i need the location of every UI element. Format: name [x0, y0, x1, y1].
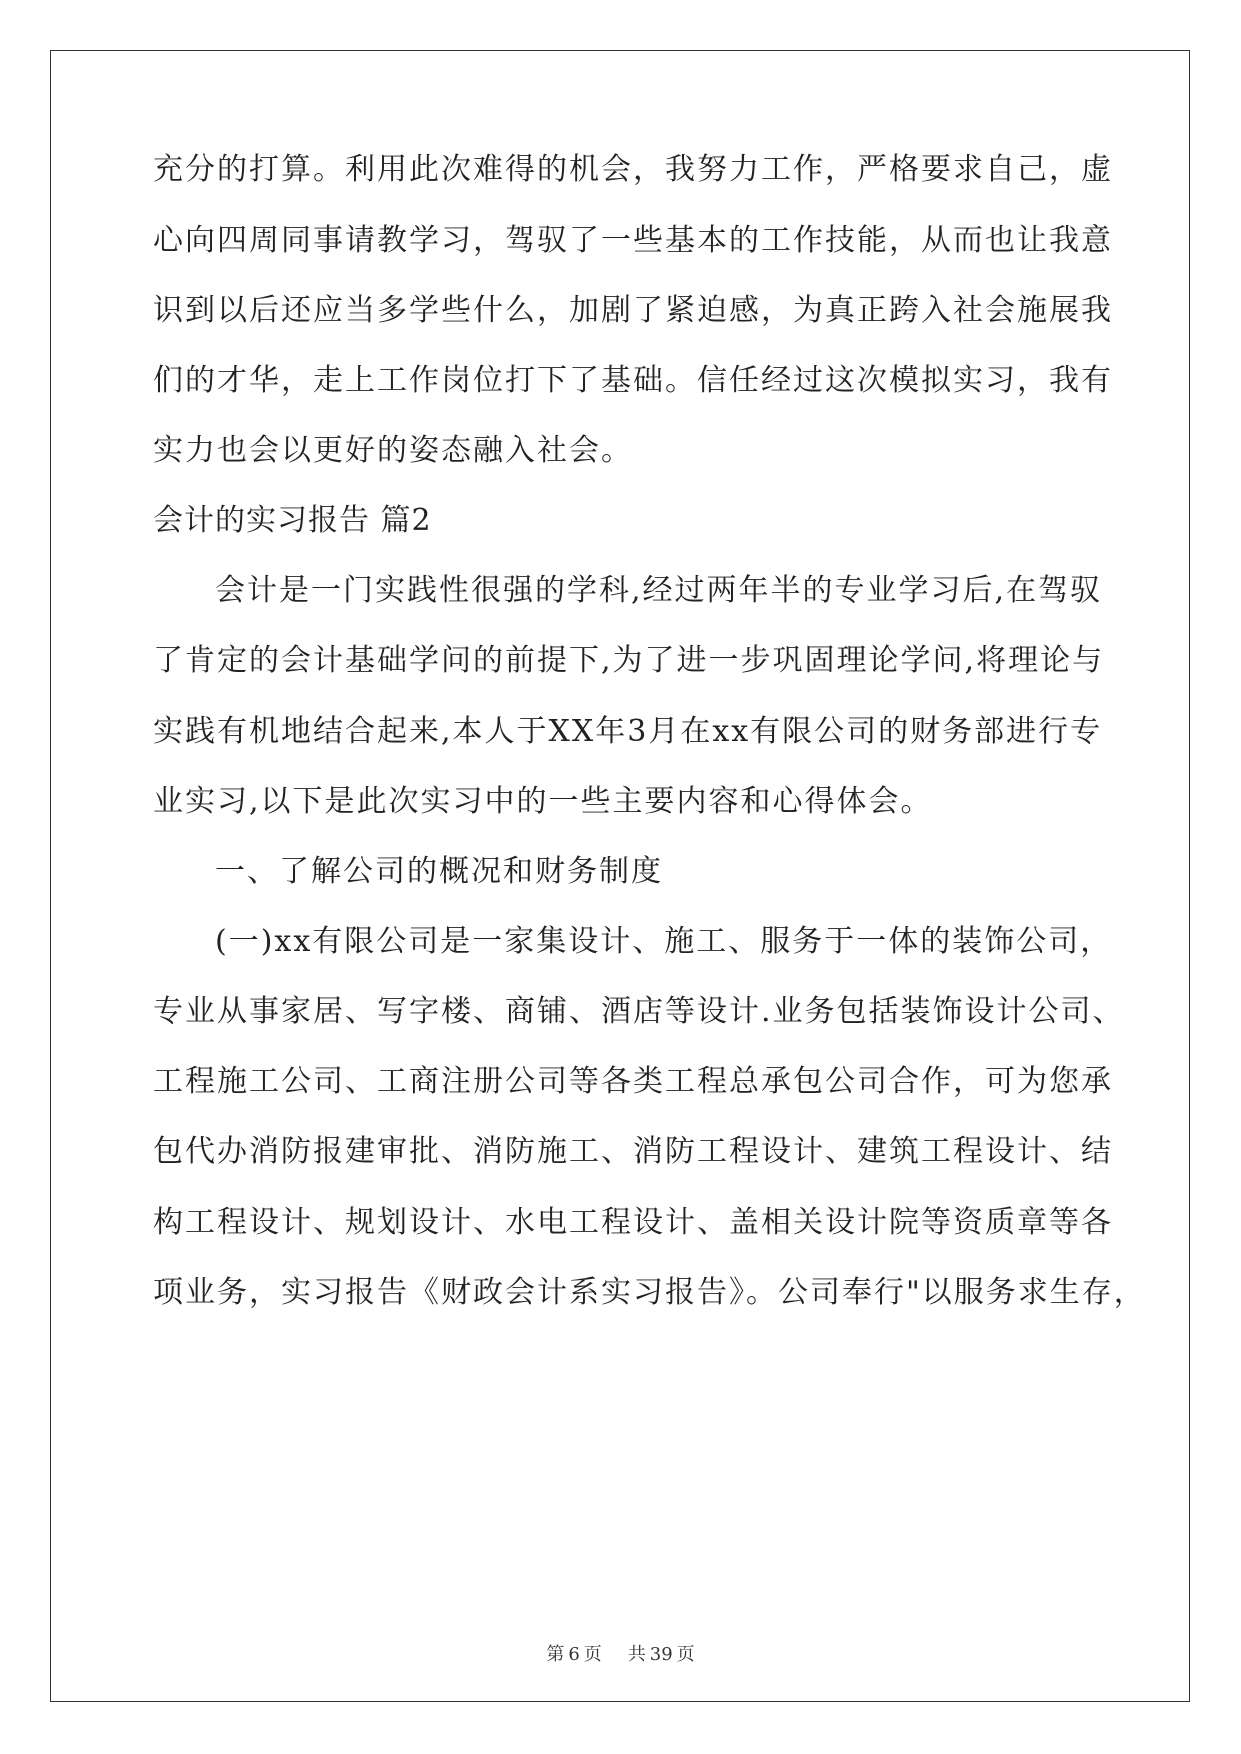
section-heading: 会计的实习报告 篇2: [153, 503, 432, 538]
page-current: 6: [568, 1644, 580, 1665]
paragraph-line: (一)xx有限公司是一家集设计、施工、服务于一体的装饰公司，: [215, 924, 1113, 959]
paragraph-line: 充分的打算。利用此次难得的机会，我努力工作，严格要求自己，虚: [153, 152, 1113, 187]
paragraph-line: 构工程设计、规划设计、水电工程设计、盖相关设计院等资质章等各: [153, 1205, 1113, 1240]
total-label-suffix: 页: [676, 1644, 695, 1665]
paragraph-line: 会计是一门实践性很强的学科,经过两年半的专业学习后,在驾驭: [215, 573, 1103, 608]
paragraph-line: 心向四周同事请教学习，驾驭了一些基本的工作技能，从而也让我意: [153, 223, 1113, 258]
total-label-prefix: 共: [627, 1644, 646, 1665]
paragraph-line: 了肯定的会计基础学问的前提下,为了进一步巩固理论学问,将理论与: [153, 643, 1105, 678]
paragraph-line: 实力也会以更好的姿态融入社会。: [153, 433, 633, 468]
page-footer: [0, 1640, 1241, 1666]
paragraph-line: 们的才华，走上工作岗位打下了基础。信任经过这次模拟实习，我有: [153, 363, 1113, 398]
page-label-suffix: 页: [583, 1644, 602, 1665]
paragraph-line: 专业从事家居、写字楼、商铺、酒店等设计.业务包括装饰设计公司、: [153, 994, 1125, 1029]
page-label-prefix: 第: [546, 1644, 565, 1665]
paragraph-line: 工程施工公司、工商注册公司等各类工程总承包公司合作，可为您承: [153, 1064, 1113, 1099]
subsection-heading: 一、了解公司的概况和财务制度: [215, 854, 663, 889]
page-total: 39: [649, 1644, 673, 1665]
paragraph-line: 实践有机地结合起来,本人于XX年3月在xx有限公司的财务部进行专: [153, 714, 1103, 749]
paragraph-line: 识到以后还应当多学些什么，加剧了紧迫感，为真正跨入社会施展我: [153, 293, 1113, 328]
paragraph-line: 包代办消防报建审批、消防施工、消防工程设计、建筑工程设计、结: [153, 1134, 1113, 1169]
paragraph-line: 项业务，实习报告《财政会计系实习报告》。公司奉行"以服务求生存，: [153, 1275, 1146, 1310]
paragraph-line: 业实习,以下是此次实习中的一些主要内容和心得体会。: [153, 784, 933, 819]
